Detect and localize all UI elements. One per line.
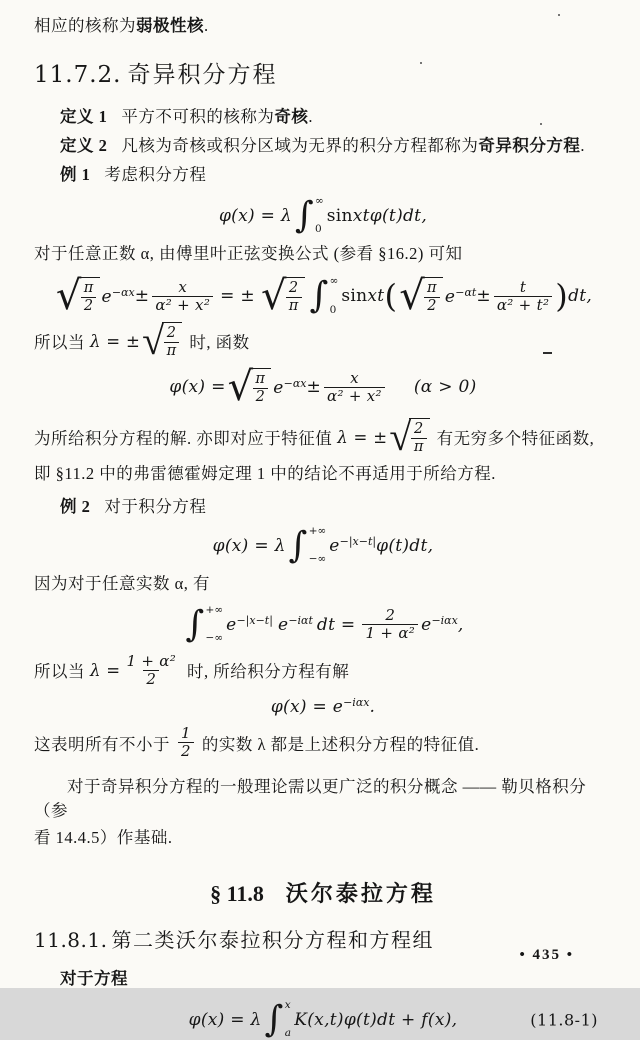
fraction-denominator: 2	[81, 297, 97, 315]
exp-term: $e^{-i\alpha t}$	[277, 614, 313, 636]
plus-minus-sign: ±	[134, 286, 150, 307]
eigenvalue-remark-line	[34, 725, 612, 761]
integral-lower-limit: −∞	[308, 553, 327, 566]
sqrt-radical	[142, 318, 182, 364]
radicand	[284, 277, 305, 314]
example-2-text: 对于积分方程	[104, 497, 207, 517]
intro-text: 相应的核称为	[34, 16, 136, 35]
radicand	[162, 322, 183, 359]
because-line: 因为对于任意实数 α, 有	[34, 573, 211, 593]
left-paren: (	[384, 277, 398, 316]
section-number: 11.7.2.	[34, 61, 122, 88]
fraction-denominator: π	[286, 297, 302, 315]
fraction	[152, 279, 213, 315]
sqrt-radical	[260, 273, 305, 320]
page-number: • 435 •	[519, 947, 574, 963]
sqrt-radical	[399, 273, 443, 320]
exponent: −iαx	[343, 696, 370, 710]
radical-glyph: √	[227, 364, 254, 411]
equation-tag: (11.8-1)	[530, 1010, 598, 1030]
integral-lower-limit: a	[284, 1027, 292, 1040]
fraction-denominator: 2	[143, 670, 159, 688]
fraction-denominator: π	[411, 438, 427, 456]
radicand	[422, 277, 443, 314]
integral-sign	[289, 526, 327, 566]
text-before: 所以当	[34, 662, 85, 682]
radical-glyph: √	[142, 318, 165, 364]
fraction	[494, 279, 552, 315]
fraction-denominator: π	[164, 342, 180, 360]
definition-2-term: 奇异积分方程	[478, 136, 581, 156]
exp-term: $e^{-|x-t|}$	[329, 535, 377, 557]
formula7-lhs: φ(x) = λ	[188, 1009, 262, 1030]
integral-lower-limit: −∞	[205, 632, 224, 645]
fraction-denominator: α² + x²	[324, 387, 385, 405]
intro-bold-term: 弱极性核	[136, 16, 204, 35]
integral-lower-limit: 0	[329, 303, 337, 316]
radical-glyph: √	[55, 273, 82, 320]
formula-end: .	[369, 696, 376, 717]
text-after: 有无穷多个特征函数,	[436, 429, 595, 449]
section-title: 沃尔泰拉方程	[285, 880, 436, 906]
section-heading-11-7-2	[34, 61, 612, 90]
text-before: 为所给积分方程的解. 亦即对应于特征值	[34, 429, 333, 449]
plus-minus-sign: ±	[306, 377, 322, 398]
fraction-denominator: 2	[178, 742, 194, 760]
exponent: −αx	[283, 376, 307, 390]
integral-sign	[185, 605, 223, 645]
formula-phi-exp	[34, 696, 612, 717]
integral-glyph: ∫	[288, 524, 308, 566]
example-1-text: 考虑积分方程	[104, 164, 207, 184]
formula-end: dt,	[568, 286, 593, 307]
integral-lower-limit: 0	[315, 223, 322, 236]
text-before: 这表明所有不小于	[34, 734, 170, 754]
definition-2-line	[34, 134, 612, 159]
integral-glyph: ∫	[264, 998, 284, 1040]
formula-volterra	[34, 1000, 612, 1040]
integral-glyph: ∫	[294, 194, 315, 236]
fraction-numerator: 2	[288, 280, 299, 297]
integral-limits	[330, 276, 339, 316]
scan-artifact-dash	[543, 352, 552, 354]
section-number: § 11.8	[210, 880, 264, 906]
example-1-label: 例 1	[60, 164, 91, 184]
lambda-condition-line-2	[34, 653, 612, 689]
integral-limits	[285, 1000, 292, 1040]
formula1-sin: sin	[326, 205, 353, 226]
fraction-numerator: 2	[385, 605, 396, 624]
integral-upper-limit: ∞	[329, 275, 339, 288]
intro-line	[34, 14, 612, 39]
integral-sign	[265, 1000, 292, 1040]
scan-speck	[558, 14, 560, 16]
exponent: −iαt	[288, 614, 313, 628]
exp-term: $e^{-\alpha t}$	[444, 285, 477, 307]
right-paren: )	[555, 277, 569, 316]
fraction	[362, 607, 418, 643]
definition-1-line	[34, 105, 612, 130]
section-heading-11-8	[34, 877, 612, 908]
fraction-numerator: t	[519, 277, 527, 296]
alpha-condition: (α > 0)	[413, 377, 477, 398]
integral-glyph: ∫	[309, 275, 329, 317]
definition-2-label: 定义 2	[60, 136, 108, 156]
formula3-lhs: φ(x) =	[169, 377, 226, 398]
sqrt-radical	[55, 273, 100, 320]
scan-speck	[420, 62, 422, 64]
definition-1-label: 定义 1	[60, 107, 108, 127]
exponent: −αx	[111, 285, 135, 299]
sqrt-radical	[227, 364, 272, 411]
example-2-line	[34, 495, 612, 520]
radical-glyph: √	[399, 273, 426, 320]
lambda-expression: λ = ±	[90, 331, 141, 351]
formula1-lhs: φ(x) = λ	[218, 205, 292, 226]
text-after: 的实数 λ 都是上述积分方程的特征值.	[201, 734, 480, 754]
integral-limits	[309, 526, 327, 566]
formula-example1	[34, 196, 612, 236]
lambda-expression: λ = ±	[337, 427, 388, 447]
fraction-denominator: 2	[424, 297, 440, 315]
exponent: −αt	[455, 285, 477, 299]
definition-1-text: 平方不可积的核称为	[121, 107, 275, 127]
plus-minus-sign: ±	[476, 286, 491, 307]
radicand	[79, 277, 100, 314]
radical-glyph: √	[389, 414, 412, 460]
integral-upper-limit: +∞	[308, 524, 327, 537]
formula4-body: φ(t)dt,	[376, 535, 434, 556]
fraction-numerator: x	[178, 277, 188, 296]
integral-limits	[315, 196, 324, 236]
intro-period: .	[204, 16, 209, 35]
fraction-numerator: 2	[166, 325, 177, 342]
for-equation-line: 对于方程	[60, 968, 128, 988]
integral-sign	[310, 276, 339, 316]
sin-argument: xt	[367, 286, 385, 307]
formula-example2	[34, 526, 612, 566]
fraction-numerator: π	[255, 371, 266, 388]
exp-term: $e^{-i\alpha x}$	[421, 614, 458, 636]
formula-sine-transform	[34, 273, 612, 320]
general-theory-line2: 看 14.4.5）作基础.	[34, 828, 173, 848]
integral-upper-limit: +∞	[205, 603, 224, 616]
subsection-number: 11.8.1.	[34, 927, 108, 952]
scan-speck	[540, 123, 542, 125]
exp-term: $\varphi(x) = e^{-i\alpha x}$	[270, 696, 370, 718]
integral-upper-limit: x	[284, 998, 291, 1011]
section-title: 奇异积分方程	[127, 61, 278, 87]
formula7-body: K(x,t)φ(t)dt + f(x),	[294, 1009, 458, 1030]
fraction-denominator: 1 + α²	[362, 624, 418, 642]
radicand	[409, 418, 430, 455]
integral-sign	[295, 196, 324, 236]
fraction-denominator: α² + x²	[152, 296, 213, 314]
text-before: 所以当	[34, 333, 85, 353]
sin-operator: sin	[341, 286, 368, 307]
lambda-condition-line-1	[34, 318, 612, 364]
solution-paragraph-line2: 即 §11.2 中的弗雷德霍姆定理 1 中的结论不再适用于所给方程.	[34, 464, 496, 484]
fraction-numerator: π	[427, 280, 437, 297]
fraction-numerator: 2	[413, 421, 424, 438]
fraction	[324, 370, 385, 406]
fraction	[178, 725, 194, 761]
subsection-title: 第二类沃尔泰拉积分方程和方程组	[111, 929, 434, 952]
lambda-expression: λ =	[90, 660, 121, 680]
definition-1-term: 奇核	[274, 107, 309, 127]
example-2-label: 例 2	[60, 497, 91, 517]
definition-2-period: .	[580, 136, 585, 156]
formula-end: ,	[457, 614, 464, 635]
exp-term: $e^{-|x-t|}$	[226, 614, 273, 636]
exp-term: $e^{-\alpha x}$	[101, 285, 135, 307]
radical-glyph: √	[260, 273, 287, 320]
exponent: −|x−t|	[339, 535, 377, 549]
formula4-lhs: φ(x) = λ	[212, 535, 286, 556]
text-after: 时, 函数	[189, 333, 250, 353]
definition-2-text: 凡核为奇核或积分区域为无界的积分方程都称为	[121, 136, 479, 156]
exponent: −|x−t|	[236, 614, 273, 628]
example-1-line	[34, 163, 612, 188]
definition-1-period: .	[308, 107, 313, 127]
equals-part: dt =	[316, 614, 356, 635]
fraction-denominator: α² + t²	[494, 296, 552, 314]
formula-solution	[34, 364, 612, 411]
solution-paragraph-line1	[34, 414, 612, 460]
integral-upper-limit: ∞	[315, 194, 324, 207]
fraction-numerator: x	[350, 368, 359, 387]
formula-exp-integral	[34, 605, 612, 645]
general-theory-line1: 对于奇异积分方程的一般理论需以更广泛的积分概念 —— 勒贝格积分（参	[34, 776, 587, 821]
sqrt-radical	[389, 414, 429, 460]
integral-limits	[206, 605, 224, 645]
fourier-paragraph: 对于任意正数 α, 由傅里叶正弦变换公式 (参看 §16.2) 可知	[34, 243, 463, 263]
fraction-numerator: π	[83, 280, 94, 297]
fraction-numerator: 1 + α²	[126, 651, 177, 670]
fraction-denominator: 2	[253, 388, 269, 406]
integral-glyph: ∫	[185, 603, 205, 645]
formula1-body: xtφ(t)dt,	[352, 205, 428, 226]
fraction-numerator: 1	[181, 724, 191, 743]
fraction	[123, 653, 179, 689]
radicand	[250, 368, 271, 405]
text-after: 时, 所给积分方程有解	[187, 662, 350, 682]
exp-term: $e^{-\alpha x}$	[273, 376, 307, 398]
equals-sign: = ±	[220, 286, 255, 307]
exponent: −iαx	[431, 614, 458, 628]
